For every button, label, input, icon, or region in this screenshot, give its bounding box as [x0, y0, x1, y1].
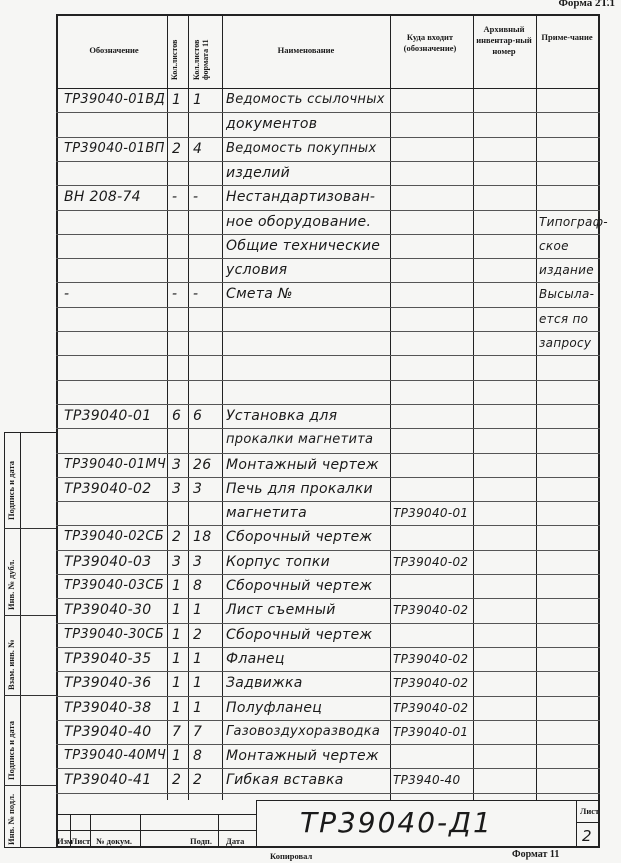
row-divider — [56, 598, 600, 599]
cell-designation: ТР39040-36 — [64, 675, 152, 692]
cell-name: Фланец — [226, 650, 285, 667]
cell-sheets: - — [172, 189, 178, 206]
cell-sheets-format: 26 — [193, 456, 212, 473]
cell-sheets-format: 1 — [193, 675, 203, 692]
row-divider — [56, 477, 600, 478]
row-divider — [56, 428, 600, 429]
cell-name: Нестандартизован- — [226, 189, 376, 206]
cell-sheets-format: 7 — [193, 723, 203, 740]
cell-sheets-format: 3 — [193, 480, 203, 497]
column-divider — [188, 14, 189, 800]
cell-name: Сборочный чертеж — [226, 529, 373, 546]
cell-note: Высыла- — [539, 287, 595, 302]
cell-name: Полуфланец — [226, 699, 323, 716]
cell-where-used: ТР39040-02 — [393, 676, 469, 691]
header-sheets-format: Кол.листов формата 11 — [192, 39, 210, 80]
row-divider — [56, 647, 600, 648]
cell-sheets: 6 — [172, 407, 182, 424]
cell-sheets: 1 — [172, 699, 182, 716]
cell-designation: ТР39040-41 — [64, 772, 152, 789]
header-where-used: Куда входит (обозначение) — [403, 32, 457, 53]
cell-note: ское — [539, 238, 569, 253]
cell-name: Монтажный чертеж — [226, 748, 379, 765]
cell-where-used: ТР3940-40 — [393, 773, 461, 788]
column-divider — [390, 14, 391, 800]
cell-sheets: - — [172, 286, 178, 303]
cell-name: Гибкая вставка — [226, 772, 344, 789]
cell-sheets: 3 — [172, 480, 182, 497]
column-divider — [536, 14, 537, 800]
side-divider — [4, 695, 56, 696]
row-divider — [56, 380, 600, 381]
tb-label-date: Дата — [226, 836, 245, 846]
row-divider — [56, 404, 600, 405]
cell-designation: ТР39040-01ВП — [64, 140, 165, 156]
header-designation: Обозначение — [89, 45, 139, 55]
cell-where-used: ТР39040-01 — [393, 724, 469, 739]
cell-sheets-format: 1 — [193, 650, 203, 667]
cell-name: Установка для — [226, 407, 338, 424]
cell-name: Газовоздухоразводка — [226, 723, 381, 739]
cell-where-used: ТР39040-02 — [393, 700, 469, 715]
cell-name: Лист съемный — [226, 602, 336, 619]
side-divider — [4, 615, 56, 616]
cell-sheets: 1 — [172, 92, 182, 108]
side-label-sign-date-2: Подпись и дата — [6, 721, 16, 780]
tb-label-sign: Подп. — [190, 836, 212, 846]
cell-name: Ведомость ссылочных — [226, 92, 385, 107]
cell-name: Ведомость покупных — [226, 140, 377, 156]
cell-where-used: ТР39040-01 — [393, 506, 469, 521]
cell-name: условия — [226, 262, 288, 279]
cell-name: документов — [226, 116, 318, 133]
cell-designation: ТР39040-38 — [64, 699, 152, 716]
row-divider — [56, 744, 600, 745]
cell-name: Общие технические — [226, 237, 381, 254]
tb-label-izm: Изм — [57, 836, 73, 846]
cell-sheets-format: - — [193, 286, 199, 303]
side-label-inv-dup: Взам. инв. № — [6, 639, 16, 690]
cell-name: Корпус топки — [226, 553, 331, 570]
tb-label-doc-no: № докум. — [96, 836, 133, 846]
document-code: ТР39040-Д1 — [300, 806, 493, 839]
cell-note: издание — [539, 263, 594, 278]
cell-designation: ТР39040-40 — [64, 723, 152, 740]
cell-sheets-format: 8 — [193, 578, 203, 594]
side-divider — [4, 528, 56, 529]
row-divider — [56, 234, 600, 235]
cell-designation: ТР39040-30СБ — [64, 626, 164, 642]
row-divider — [56, 696, 600, 697]
side-label-inv-orig: Инв. № дубл. — [6, 559, 16, 610]
cell-where-used: ТР39040-02 — [393, 651, 469, 666]
cell-designation: ТР39040-02СБ — [64, 529, 164, 545]
row-divider — [56, 550, 600, 551]
cell-designation: - — [64, 286, 70, 303]
row-divider — [56, 453, 600, 454]
cell-sheets-format: 18 — [193, 529, 212, 546]
row-divider — [56, 355, 600, 356]
header-archive: Архивный инвентар-ный номер — [476, 24, 532, 56]
title-block-line — [256, 800, 600, 801]
cell-sheets: 3 — [172, 553, 182, 570]
tb-label-list: Лист — [71, 836, 91, 846]
column-divider — [473, 14, 474, 800]
cell-sheets: 2 — [172, 529, 182, 546]
cell-designation: ТР39040-01МЧ — [64, 456, 167, 472]
row-divider — [56, 137, 600, 138]
cell-name: Сборочный чертеж — [226, 626, 373, 643]
row-divider — [56, 185, 600, 186]
side-label-inv-no: Инв. № подл. — [6, 793, 16, 845]
cell-sheets: 1 — [172, 602, 182, 619]
cell-name: Задвижка — [226, 675, 303, 692]
footer-copied: Копировал — [270, 851, 313, 861]
cell-sheets: 1 — [172, 748, 182, 765]
cell-note: Типограф- — [539, 214, 608, 229]
cell-sheets-format: 3 — [193, 553, 203, 570]
cell-sheets: 1 — [172, 626, 182, 643]
cell-designation: ТР39040-02 — [64, 480, 152, 497]
cell-name: магнетита — [226, 505, 307, 522]
row-divider — [56, 768, 600, 769]
title-block-line — [576, 822, 600, 823]
header-sheets: Кол.листов — [170, 39, 179, 80]
cell-sheets: 7 — [172, 723, 182, 740]
header-note: Приме-чание — [541, 32, 593, 42]
cell-sheets: 1 — [172, 650, 182, 667]
cell-designation: ТР39040-35 — [64, 650, 152, 667]
row-divider — [56, 258, 600, 259]
cell-sheets: 2 — [172, 140, 182, 157]
cell-sheets-format: 1 — [193, 92, 203, 108]
cell-sheets: 1 — [172, 578, 182, 594]
cell-designation: ТР39040-40МЧ — [64, 748, 167, 764]
cell-designation: ВН 208-74 — [64, 189, 141, 206]
cell-designation: ТР39040-30 — [64, 602, 152, 619]
cell-note: запросу — [539, 336, 592, 350]
header-name: Наименование — [277, 45, 335, 55]
cell-sheets-format: 4 — [193, 140, 203, 157]
form-label: Форма 2Т.1 — [558, 0, 615, 9]
cell-sheets-format: 6 — [193, 407, 203, 424]
row-divider — [56, 671, 600, 672]
cell-sheets-format: 2 — [193, 626, 203, 643]
row-divider — [56, 720, 600, 721]
cell-designation: ТР39040-03 — [64, 553, 152, 570]
row-divider — [56, 282, 600, 283]
cell-sheets-format: 2 — [193, 772, 203, 789]
side-label-sign-date-1: Подпись и дата — [6, 461, 16, 520]
row-divider — [56, 331, 600, 332]
title-block-line — [256, 800, 257, 848]
cell-sheets-format: 8 — [193, 748, 203, 765]
title-block-line — [576, 800, 577, 848]
row-divider — [56, 307, 600, 308]
cell-sheets-format: 1 — [193, 699, 203, 716]
cell-note: ется по — [539, 311, 589, 326]
row-divider — [56, 793, 600, 794]
row-divider — [56, 210, 600, 211]
cell-designation: ТР39040-03СБ — [64, 578, 164, 593]
title-block-line — [140, 814, 141, 848]
column-divider — [167, 14, 168, 800]
cell-name: Смета № — [226, 286, 293, 303]
row-divider — [56, 112, 600, 113]
title-block-line — [56, 814, 256, 815]
row-divider — [56, 501, 600, 502]
cell-where-used: ТР39040-02 — [393, 603, 469, 618]
column-divider — [222, 14, 223, 800]
cell-name: Монтажный чертеж — [226, 456, 379, 473]
cell-where-used: ТР39040-02 — [393, 554, 469, 569]
footer-format: Формат 11 — [512, 849, 560, 860]
cell-designation: ТР39040-01 — [64, 407, 152, 424]
cell-designation: ТР39040-01ВД — [64, 92, 166, 107]
tb-sheet-number: 2 — [582, 827, 592, 845]
row-divider — [56, 525, 600, 526]
cell-name: изделий — [226, 164, 291, 181]
tb-sheet-label: Лист — [580, 806, 600, 816]
cell-name: Печь для прокалки — [226, 480, 373, 497]
cell-sheets-format: 1 — [193, 602, 203, 619]
row-divider — [56, 623, 600, 624]
row-divider — [56, 574, 600, 575]
title-block-line — [218, 814, 219, 848]
cell-name: Сборочный чертеж — [226, 578, 373, 594]
cell-sheets: 3 — [172, 456, 182, 473]
row-divider — [56, 161, 600, 162]
title-block-line — [56, 830, 256, 831]
header-divider — [56, 88, 600, 89]
cell-sheets-format: - — [193, 189, 199, 206]
side-divider — [4, 785, 56, 786]
cell-name: ное оборудование. — [226, 213, 372, 230]
cell-sheets: 2 — [172, 772, 182, 789]
cell-name: прокалки магнетита — [226, 432, 374, 448]
cell-sheets: 1 — [172, 675, 182, 692]
